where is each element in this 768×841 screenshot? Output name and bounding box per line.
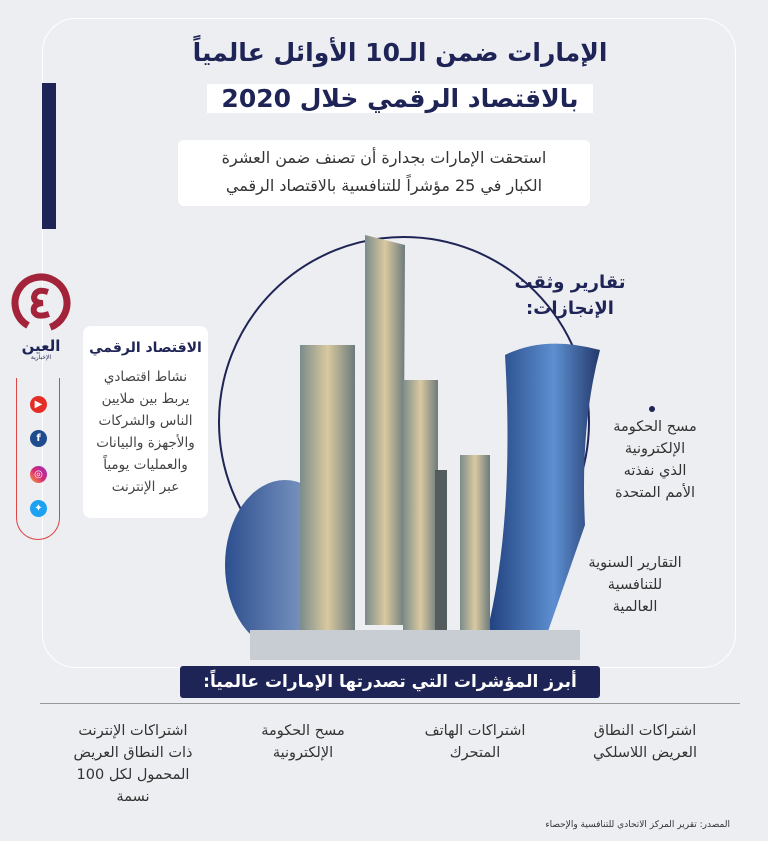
facebook-icon[interactable]: f: [30, 430, 47, 447]
indicator-item: [400, 720, 550, 764]
title-line-2: بالاقتصاد الرقمي خلال 2020: [100, 84, 700, 113]
subtitle-box: [178, 140, 590, 206]
youtube-icon[interactable]: ▶: [30, 396, 47, 413]
text-line: والأجهزة والبيانات: [96, 435, 195, 451]
twitter-icon[interactable]: ✦: [30, 500, 47, 517]
subtitle-line: استحقت الإمارات بجدارة أن تصنف ضمن العشرة: [221, 148, 547, 167]
al-ain-logo: [10, 272, 72, 361]
source-note: المصدر: تقرير المركز الاتحادي للتنافسية والإحصاء: [545, 820, 730, 830]
card-body: [89, 366, 202, 498]
text-line: الإلكترونية: [272, 745, 334, 761]
text-line: العالمية: [612, 599, 658, 615]
text-line: ذات النطاق العريض: [73, 745, 193, 761]
text-line: التقارير السنوية: [588, 555, 682, 571]
title-line-1: الإمارات ضمن الـ10 الأوائل عالمياً: [192, 38, 608, 67]
text-line: الناس والشركات: [98, 413, 193, 429]
reports-heading: [505, 270, 635, 322]
logo-name: العين: [21, 337, 61, 355]
card-heading: الاقتصاد الرقمي: [89, 340, 202, 356]
indicator-item: [228, 720, 378, 764]
text-line: نسمة: [116, 789, 150, 805]
text-line: للتنافسية: [607, 577, 663, 593]
text-line: الإلكترونية: [624, 441, 686, 457]
text-line: يربط بين ملايين: [101, 391, 190, 407]
text-line: اشتراكات النطاق: [593, 723, 697, 739]
logo-mark-icon: [10, 272, 72, 334]
text-line: اشتراكات الإنترنت: [78, 723, 188, 739]
text-line: والعمليات يومياً: [103, 457, 188, 473]
text-line: الأمم المتحدة: [614, 485, 696, 501]
heading-line: تقارير وثقت: [514, 272, 626, 293]
text-line: المتحرك: [449, 745, 501, 761]
text-line: الذي نفذته: [623, 463, 687, 479]
text-line: عبر الإنترنت: [111, 479, 180, 495]
indicator-item: [58, 720, 208, 808]
indicator-item: [570, 720, 720, 764]
report-item-un-egov-survey: [590, 416, 720, 504]
text-line: مسح الحكومة: [613, 419, 697, 435]
connector-dot: [649, 406, 655, 412]
instagram-icon[interactable]: ◎: [30, 466, 47, 483]
text-line: المحمول لكل 100: [76, 767, 190, 783]
text-line: مسح الحكومة: [261, 723, 345, 739]
digital-economy-card: [83, 326, 208, 518]
indicators-banner: أبرز المؤشرات التي تصدرتها الإمارات عالمياً:: [180, 666, 600, 698]
heading-line: الإنجازات:: [526, 298, 614, 319]
text-line: العريض اللاسلكي: [593, 745, 697, 761]
accent-bar: [42, 83, 56, 229]
logo-tagline: الإخبارية: [30, 354, 52, 361]
text-line: اشتراكات الهاتف: [424, 723, 526, 739]
report-item-competitiveness: [560, 552, 710, 618]
divider: [40, 703, 740, 704]
social-links: [16, 378, 60, 540]
text-line: نشاط اقتصادي: [103, 369, 188, 385]
subtitle-line: الكبار في 25 مؤشراً للتنافسية بالاقتصاد الرقمي: [225, 176, 543, 195]
